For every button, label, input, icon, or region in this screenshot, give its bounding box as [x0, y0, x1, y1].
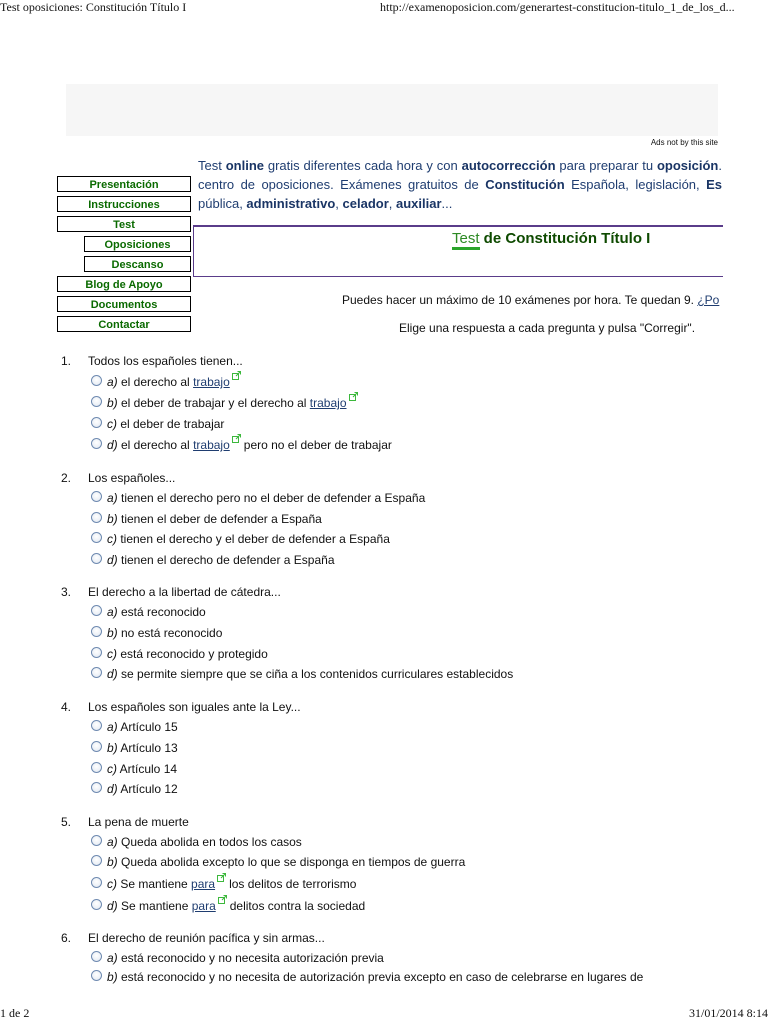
- radio-button[interactable]: [91, 899, 102, 910]
- instructions-text: Elige una respuesta a cada pregunta y pulsa "Corregir".: [399, 321, 696, 335]
- answer-option[interactable]: d) el derecho al trabajo pero no el deber de trabajar: [91, 438, 392, 456]
- nav-presentacion[interactable]: Presentación: [57, 176, 191, 192]
- nav-oposiciones[interactable]: Oposiciones: [84, 236, 191, 252]
- radio-button[interactable]: [91, 835, 102, 846]
- nav-blog-de-apoyo[interactable]: Blog de Apoyo: [57, 276, 191, 292]
- nav-instrucciones[interactable]: Instrucciones: [57, 196, 191, 212]
- answer-option[interactable]: a) Queda abolida en todos los casos: [91, 835, 302, 853]
- answer-option[interactable]: a) el derecho al trabajo: [91, 375, 244, 393]
- radio-button[interactable]: [91, 553, 102, 564]
- print-header: [0, 0, 768, 18]
- radio-button[interactable]: [91, 438, 102, 449]
- radio-button[interactable]: [91, 855, 102, 866]
- test-heading: [452, 230, 650, 250]
- title-rule-left: [193, 225, 194, 277]
- answer-option[interactable]: b) Artículo 13: [91, 741, 178, 759]
- term-link[interactable]: trabajo: [193, 438, 230, 452]
- radio-button[interactable]: [91, 741, 102, 752]
- external-link-icon: [349, 392, 358, 401]
- answer-option[interactable]: c) tienen el derecho y el deber de defender a España: [91, 532, 390, 550]
- radio-button[interactable]: [91, 396, 102, 407]
- page-cutoff: [0, 960, 768, 984]
- answer-option[interactable]: d) Se mantiene para delitos contra la sociedad: [91, 899, 365, 917]
- radio-button[interactable]: [91, 375, 102, 386]
- radio-button[interactable]: [91, 417, 102, 428]
- question-text: Todos los españoles tienen...: [88, 354, 243, 368]
- print-footer: [0, 1006, 768, 1024]
- answer-option[interactable]: b) está reconocido y no necesita de autorización previa excepto en caso de celebrarse en lugares de: [91, 970, 643, 984]
- term-link[interactable]: para: [191, 899, 216, 913]
- title-rule-bottom: [193, 276, 723, 277]
- answer-option[interactable]: a) está reconocido: [91, 605, 206, 623]
- attempt-limit: Puedes hacer un máximo de 10 exámenes por hora. Te quedan 9. ¿Po: [342, 293, 720, 307]
- answer-option[interactable]: a) Artículo 15: [91, 720, 178, 738]
- external-link-icon: [218, 895, 227, 904]
- nav-descanso[interactable]: Descanso: [84, 256, 191, 272]
- radio-button[interactable]: [91, 512, 102, 523]
- nav-documentos[interactable]: Documentos: [57, 296, 191, 312]
- page-title: Test oposiciones: Constitución Título I: [0, 0, 187, 14]
- answer-option[interactable]: a) tienen el derecho pero no el deber de defender a España: [91, 491, 425, 509]
- radio-button[interactable]: [91, 605, 102, 616]
- radio-button[interactable]: [91, 532, 102, 543]
- ads-note: Ads not by this site: [650, 138, 718, 147]
- answer-option[interactable]: a) está reconocido y no necesita autorización previa: [91, 951, 384, 969]
- answer-option[interactable]: d) Artículo 12: [91, 782, 178, 800]
- radio-button[interactable]: [91, 491, 102, 502]
- answer-option[interactable]: b) Queda abolida excepto lo que se disponga en tiempos de guerra: [91, 855, 465, 873]
- ad-banner: [66, 84, 718, 136]
- question-text: Los españoles...: [88, 471, 176, 485]
- answer-option[interactable]: b) no está reconocido: [91, 626, 222, 644]
- radio-button[interactable]: [91, 720, 102, 731]
- radio-button[interactable]: [91, 647, 102, 658]
- nav-test[interactable]: Test: [57, 216, 191, 232]
- term-link[interactable]: trabajo: [193, 375, 230, 389]
- answer-option[interactable]: d) se permite siempre que se ciña a los contenidos curriculares establecidos: [91, 667, 513, 685]
- test-heading-word: Test: [452, 231, 480, 250]
- question-text: Los españoles son iguales ante la Ley...: [88, 700, 301, 714]
- title-rule-top: [193, 225, 723, 227]
- radio-button[interactable]: [91, 667, 102, 678]
- print-datetime: 31/01/2014 8:14: [688, 1006, 768, 1020]
- intro-text: Test online gratis diferentes cada hora y con autocorrección para preparar tu oposición. centro de oposiciones. Exámenes gratuitos de Constitución Española, legislación, Es pública, administrativo, celador, auxiliar...: [198, 158, 722, 211]
- radio-button[interactable]: [91, 782, 102, 793]
- question-text: La pena de muerte: [88, 815, 189, 829]
- radio-button[interactable]: [91, 970, 102, 981]
- term-link[interactable]: para: [191, 877, 216, 891]
- answer-option[interactable]: c) está reconocido y protegido: [91, 647, 268, 665]
- question-number: 4.: [61, 700, 72, 714]
- question-number: 1.: [61, 354, 72, 368]
- limit-help-link[interactable]: ¿Po: [697, 293, 720, 307]
- answer-option[interactable]: c) Se mantiene para los delitos de terrorismo: [91, 877, 356, 895]
- answer-option[interactable]: b) tienen el deber de defender a España: [91, 512, 322, 530]
- test-heading-rest: de Constitución Título I: [479, 230, 651, 247]
- question-number: 6.: [61, 931, 72, 945]
- radio-button[interactable]: [91, 762, 102, 773]
- answer-option[interactable]: c) el deber de trabajar: [91, 417, 224, 435]
- radio-button[interactable]: [91, 877, 102, 888]
- question-text: El derecho de reunión pacífica y sin armas...: [88, 931, 325, 945]
- answer-option[interactable]: b) el deber de trabajar y el derecho al trabajo: [91, 396, 361, 414]
- question-number: 5.: [61, 815, 72, 829]
- external-link-icon: [232, 371, 241, 380]
- answer-option[interactable]: d) tienen el derecho de defender a España: [91, 553, 335, 571]
- term-link[interactable]: trabajo: [309, 396, 347, 410]
- page-url: http://examenoposicion.com/generartest-constitucion-titulo_1_de_los_d...: [380, 0, 735, 14]
- answer-option[interactable]: c) Artículo 14: [91, 762, 177, 780]
- question-number: 2.: [61, 471, 72, 485]
- radio-button[interactable]: [91, 626, 102, 637]
- external-link-icon: [232, 434, 241, 443]
- question-number: 3.: [61, 585, 72, 599]
- page-counter: 1 de 2: [0, 1006, 30, 1020]
- nav-contactar[interactable]: Contactar: [57, 316, 191, 332]
- question-text: El derecho a la libertad de cátedra...: [88, 585, 281, 599]
- external-link-icon: [217, 873, 226, 882]
